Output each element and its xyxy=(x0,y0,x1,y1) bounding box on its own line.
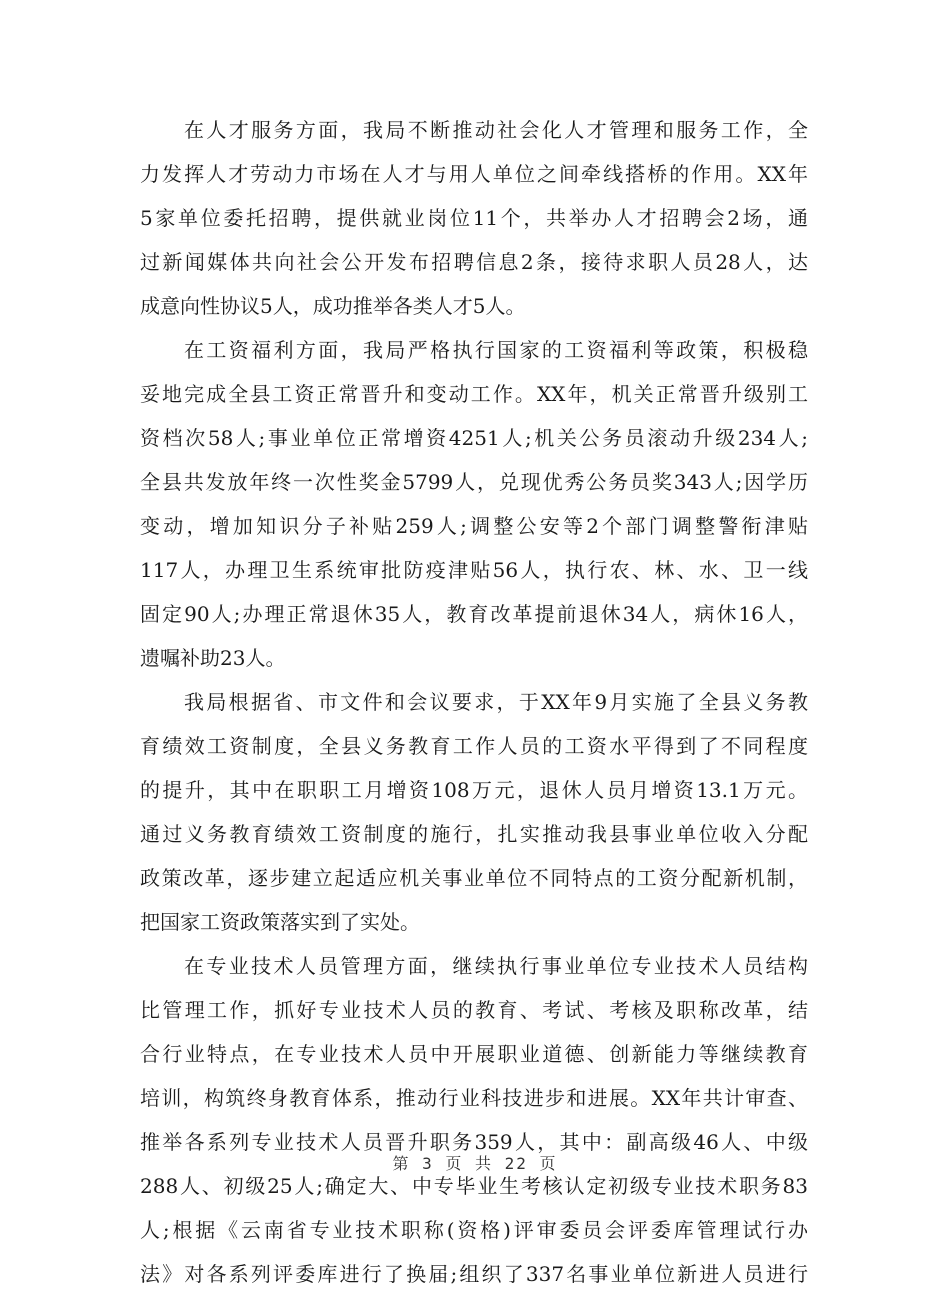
text-line: 通过义务教育绩效工资制度的施行，扎实推动我县事业单位收入分配 xyxy=(140,822,808,846)
text-line: 推举各系列专业技术人员晋升职务359人，其中：副高级46人、中级 xyxy=(140,1130,808,1154)
paragraph-talent-service xyxy=(140,108,808,328)
text-line: 法》对各系列评委库进行了换届;组织了337名事业单位新进人员进行 xyxy=(140,1262,808,1286)
text-line: 在专业技术人员管理方面，继续执行事业单位专业技术人员结构 xyxy=(184,954,808,978)
paragraph-salary-welfare xyxy=(140,328,808,680)
text-line: 过新闻媒体共向社会公开发布招聘信息2条，接待求职人员28人，达 xyxy=(140,250,808,274)
text-line: 合行业特点，在专业技术人员中开展职业道德、创新能力等继续教育 xyxy=(140,1042,808,1066)
text-line: 成意向性协议5人，成功推举各类人才5人。 xyxy=(140,294,526,318)
paragraph-performance-pay xyxy=(140,680,808,944)
text-line: 比管理工作，抓好专业技术人员的教育、考试、考核及职称改革，结 xyxy=(140,998,808,1022)
text-line: 政策改革，逐步建立起适应机关事业单位不同特点的工资分配新机制， xyxy=(140,866,808,890)
text-line: 在工资福利方面，我局严格执行国家的工资福利等政策，积极稳 xyxy=(184,338,808,362)
text-line: 人;根据《云南省专业技术职称(资格)评审委员会评委库管理试行办 xyxy=(140,1218,808,1242)
paragraph-technical-staff xyxy=(140,944,808,1296)
text-line: 把国家工资政策落实到了实处。 xyxy=(140,910,420,934)
text-line: 5家单位委托招聘，提供就业岗位11个，共举办人才招聘会2场，通 xyxy=(140,206,808,230)
text-line: 固定90人;办理正常退休35人，教育改革提前退休34人，病休16人， xyxy=(140,602,808,626)
document-body xyxy=(140,108,808,1296)
text-line: 288人、初级25人;确定大、中专毕业生考核认定初级专业技术职务83 xyxy=(140,1174,808,1198)
text-line: 力发挥人才劳动力市场在人才与用人单位之间牵线搭桥的作用。XX年 xyxy=(140,162,808,186)
text-line: 117人，办理卫生系统审批防疫津贴56人，执行农、林、水、卫一线 xyxy=(140,558,808,582)
text-line: 变动，增加知识分子补贴259人;调整公安等2个部门调整警衔津贴 xyxy=(140,514,808,538)
text-line: 在人才服务方面，我局不断推动社会化人才管理和服务工作，全 xyxy=(184,118,808,142)
text-line: 的提升，其中在职职工月增资108万元，退休人员月增资13.1万元。 xyxy=(140,778,808,802)
text-line: 遗嘱补助23人。 xyxy=(140,646,286,670)
text-line: 育绩效工资制度，全县义务教育工作人员的工资水平得到了不同程度 xyxy=(140,734,808,758)
text-line: 妥地完成全县工资正常晋升和变动工作。XX年，机关正常晋升级别工 xyxy=(140,382,808,406)
text-line: 全县共发放年终一次性奖金5799人，兑现优秀公务员奖343人;因学历 xyxy=(140,470,808,494)
text-line: 我局根据省、市文件和会议要求，于XX年9月实施了全县义务教 xyxy=(184,690,808,714)
page-number-footer: 第 3 页 共 22 页 xyxy=(392,1154,558,1173)
text-line: 资档次58人;事业单位正常增资4251人;机关公务员滚动升级234人; xyxy=(140,426,808,450)
text-line: 培训，构筑终身教育体系，推动行业科技进步和进展。XX年共计审查、 xyxy=(140,1086,808,1110)
